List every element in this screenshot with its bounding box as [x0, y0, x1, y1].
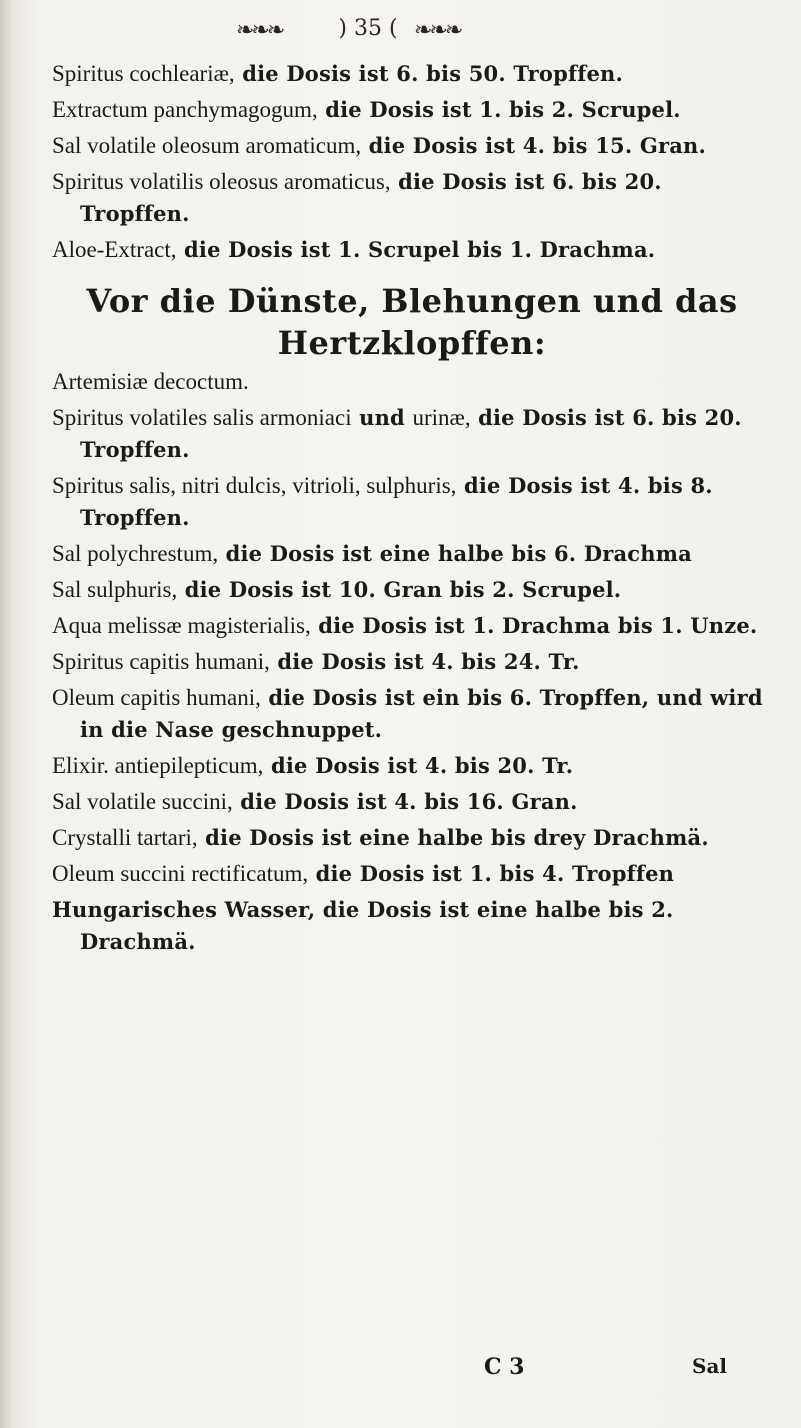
page-gutter [0, 0, 14, 1428]
german-text: die Dosis ist 6. bis 20. Tropffen. [80, 169, 662, 226]
recipe-entry [52, 858, 772, 890]
page-body [52, 58, 772, 962]
latin-term: Oleum succini rectificatum, [52, 861, 309, 886]
catchword: Sal [692, 1354, 727, 1378]
latin-term: Elixir. antiepilepticum, [52, 753, 264, 778]
german-text: die Dosis ist 10. Gran bis 2. Scrupel. [177, 577, 622, 602]
recipe-entry [52, 366, 772, 398]
german-text: Hungarisches Wasser, die Dosis ist eine halbe bis 2. Drachmä. [52, 897, 674, 954]
recipe-entry [52, 682, 772, 746]
german-text: die Dosis ist 1. Scrupel bis 1. Drachma. [176, 237, 656, 262]
page-footer [0, 1352, 801, 1392]
latin-term: Aqua melissæ magisterialis, [52, 613, 311, 638]
recipe-entry [52, 58, 772, 90]
latin-term: Sal sulphuris, [52, 577, 178, 602]
recipe-entry [52, 786, 772, 818]
recipe-entry [52, 130, 772, 162]
latin-term: Sal volatile succini, [52, 789, 233, 814]
german-text: die Dosis ist eine halbe bis drey Drachmä. [197, 825, 709, 850]
german-text: die Dosis ist 1. bis 2. Scrupel. [317, 97, 681, 122]
ornament-left: ❧❧❧ [236, 18, 283, 43]
recipe-entry [52, 470, 772, 534]
german-text: die Dosis ist eine halbe bis 6. Drachma [218, 541, 692, 566]
recipe-entry [52, 166, 772, 230]
german-text: die Dosis ist 4. bis 15. Gran. [361, 133, 707, 158]
german-text: die Dosis ist 4. bis 24. Tr. [269, 649, 580, 674]
entries-before [52, 58, 772, 266]
latin-term: Spiritus capitis humani, [52, 649, 270, 674]
german-text: die Dosis ist 4. bis 16. Gran. [232, 789, 578, 814]
german-text: die Dosis ist 6. bis 20. Tropffen. [80, 405, 742, 462]
latin-term: Oleum capitis humani, [52, 685, 261, 710]
german-text: die Dosis ist 4. bis 8. Tropffen. [80, 473, 713, 530]
recipe-entry [52, 894, 772, 958]
page-number: ) 35 ( [338, 16, 398, 41]
latin-term: Spiritus volatiles salis armoniaci [52, 405, 352, 430]
latin-term: Spiritus volatilis oleosus aromaticus, [52, 169, 391, 194]
latin-term: Extractum panchymagogum, [52, 97, 318, 122]
recipe-entry [52, 402, 772, 466]
recipe-entry [52, 750, 772, 782]
recipe-entry [52, 234, 772, 266]
german-text: die Dosis ist 6. bis 50. Tropffen. [234, 61, 624, 86]
page-header [0, 12, 801, 52]
latin-term: Sal polychrestum, [52, 541, 219, 566]
recipe-entry [52, 574, 772, 606]
latin-term: Spiritus salis, nitri dulcis, vitrioli, sulphuris, [52, 473, 457, 498]
latin-term: Aloe-Extract, [52, 237, 177, 262]
german-text: und [351, 405, 413, 430]
german-text: die Dosis ist 1. bis 4. Tropffen [308, 861, 675, 886]
section-heading: Vor die Dünste, Blehungen und das Hertzklopffen: [86, 282, 738, 362]
ornament-right: ❧❧❧ [414, 18, 461, 43]
latin-term: Sal volatile oleosum aromaticum, [52, 133, 362, 158]
recipe-entry [52, 822, 772, 854]
recipe-entry [52, 538, 772, 570]
entries-after [52, 366, 772, 958]
german-text: die Dosis ist 1. Drachma bis 1. Unze. [310, 613, 758, 638]
recipe-entry [52, 94, 772, 126]
recipe-entry [52, 610, 772, 642]
latin-term: Spiritus cochleariæ, [52, 61, 235, 86]
latin-term: Artemisiæ decoctum. [52, 369, 249, 394]
latin-term: Crystalli tartari, [52, 825, 198, 850]
recipe-entry [52, 646, 772, 678]
latin-term: urinæ, [412, 405, 471, 430]
signature-mark: C 3 [484, 1354, 525, 1380]
german-text: die Dosis ist ein bis 6. Tropffen, und wird in die Nase geschnuppet. [80, 685, 763, 742]
german-text: die Dosis ist 4. bis 20. Tr. [263, 753, 574, 778]
